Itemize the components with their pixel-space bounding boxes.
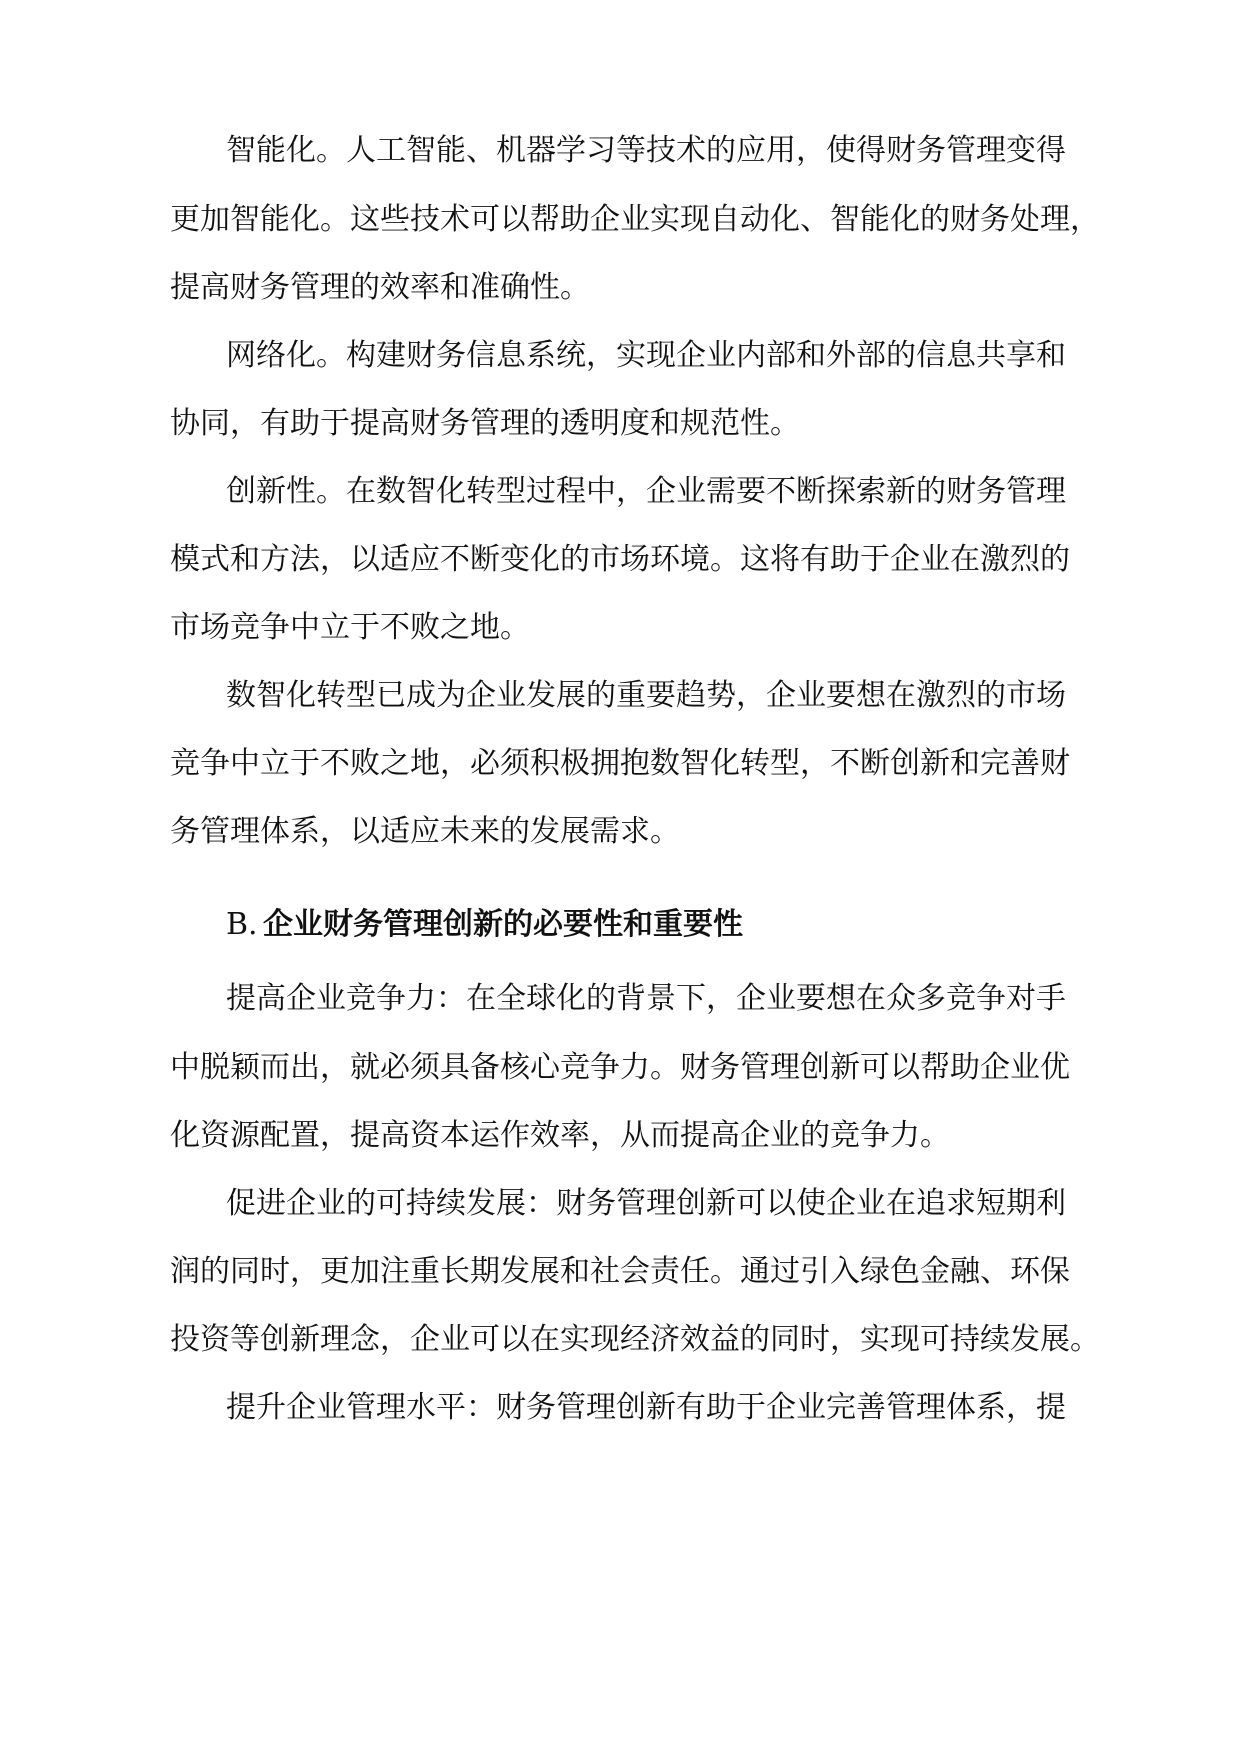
section-heading (0, 901, 1241, 949)
paragraph-line (0, 400, 1241, 448)
paragraph-line (0, 332, 1241, 380)
paragraph-line-text: 化资源配置，提高资本运作效率，从而提高企业的竞争力。 (170, 1118, 950, 1153)
paragraph-line (0, 604, 1241, 652)
paragraph-line (0, 1384, 1241, 1432)
paragraph-line-text: 网络化。构建财务信息系统，实现企业内部和外部的信息共享和 (226, 338, 1066, 373)
paragraph-line (0, 536, 1241, 584)
section-heading-title: 企业财务管理创新的必要性和重要性 (263, 907, 743, 942)
paragraph-line-text: 模式和方法，以适应不断变化的市场环境。这将有助于企业在激烈的 (170, 542, 1070, 577)
paragraph-line (0, 740, 1241, 788)
paragraph-line-text: 市场竞争中立于不败之地。 (170, 610, 530, 645)
paragraph-line-text: 提高财务管理的效率和准确性。 (170, 270, 590, 305)
paragraph-line-text: 润的同时，更加注重长期发展和社会责任。通过引入绿色金融、环保 (170, 1254, 1070, 1289)
paragraph-line (0, 1044, 1241, 1092)
paragraph-line (0, 1316, 1241, 1364)
paragraph-line-text: 创新性。在数智化转型过程中，企业需要不断探索新的财务管理 (226, 474, 1066, 509)
section-heading-label: B. (226, 907, 258, 942)
paragraph-line-text: 促进企业的可持续发展：财务管理创新可以使企业在追求短期利 (226, 1186, 1066, 1221)
paragraph-line (0, 1248, 1241, 1296)
paragraph-line (0, 196, 1241, 244)
paragraph-line (0, 1180, 1241, 1228)
paragraph-line-text: 务管理体系，以适应未来的发展需求。 (170, 814, 680, 849)
paragraph-line-text: 智能化。人工智能、机器学习等技术的应用，使得财务管理变得 (226, 133, 1066, 168)
paragraph-line-text: 提高企业竞争力：在全球化的背景下，企业要想在众多竞争对手 (226, 981, 1066, 1016)
paragraph-line (0, 468, 1241, 516)
paragraph-line (0, 1112, 1241, 1160)
paragraph-line-text: 数智化转型已成为企业发展的重要趋势，企业要想在激烈的市场 (226, 678, 1066, 713)
paragraph-line (0, 127, 1241, 175)
paragraph-line-text: 竞争中立于不败之地，必须积极拥抱数智化转型，不断创新和完善财 (170, 746, 1070, 781)
paragraph-line-text: 提升企业管理水平：财务管理创新有助于企业完善管理体系，提 (226, 1390, 1066, 1425)
paragraph-line (0, 672, 1241, 720)
paragraph-line-text: 更加智能化。这些技术可以帮助企业实现自动化、智能化的财务处理， (170, 202, 1100, 237)
paragraph-line-text: 投资等创新理念，企业可以在实现经济效益的同时，实现可持续发展。 (170, 1322, 1100, 1357)
paragraph-line (0, 808, 1241, 856)
paragraph-line-text: 中脱颖而出，就必须具备核心竞争力。财务管理创新可以帮助企业优 (170, 1050, 1070, 1085)
paragraph-line (0, 975, 1241, 1023)
paragraph-line-text: 协同，有助于提高财务管理的透明度和规范性。 (170, 406, 800, 441)
paragraph-line (0, 264, 1241, 312)
